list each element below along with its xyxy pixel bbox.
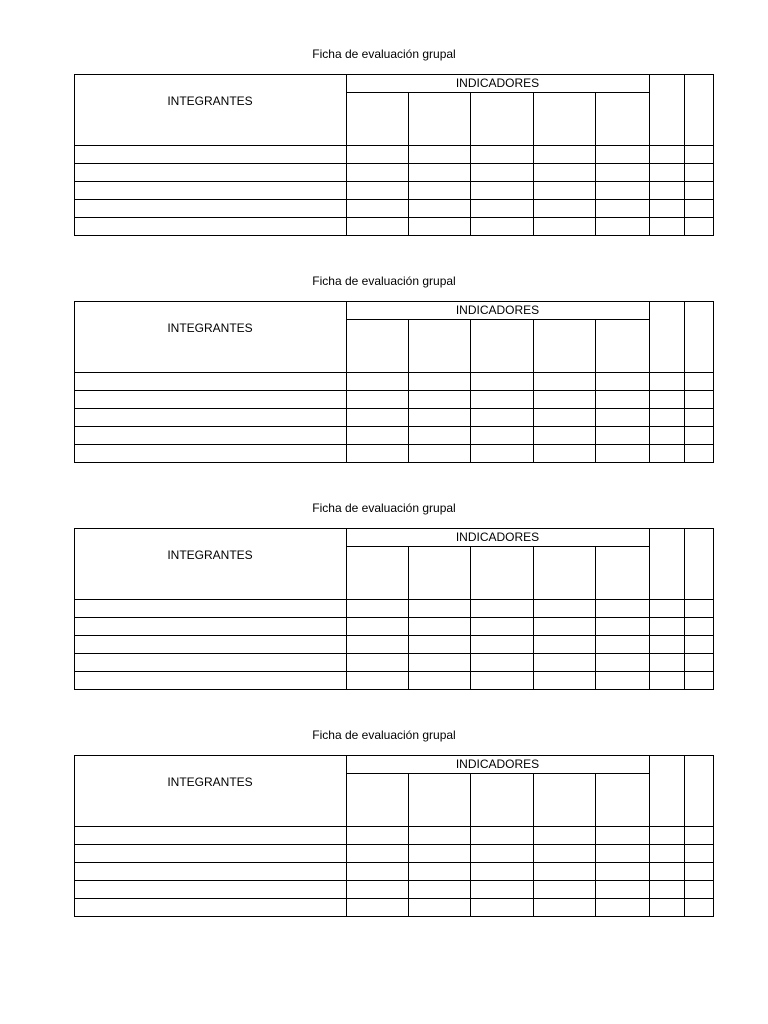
members-header: INTEGRANTES (167, 321, 253, 335)
column-divider (684, 528, 685, 689)
row-divider (74, 898, 713, 899)
evaluation-form (0, 501, 768, 701)
evaluation-form (0, 274, 768, 474)
indicators-header-divider (346, 92, 649, 93)
form-title: Ficha de evaluación grupal (312, 728, 456, 742)
row-divider (74, 163, 713, 164)
table-border-bottom (74, 462, 714, 463)
row-divider (74, 145, 713, 146)
column-divider (346, 74, 347, 235)
form-title: Ficha de evaluación grupal (312, 274, 456, 288)
form-title: Ficha de evaluación grupal (312, 501, 456, 515)
row-divider (74, 444, 713, 445)
table-border-top (74, 301, 714, 302)
column-divider (595, 92, 596, 235)
table-border-right (713, 74, 714, 236)
indicators-header: INDICADORES (455, 76, 540, 90)
row-divider (74, 181, 713, 182)
column-divider (533, 319, 534, 462)
table-border-top (74, 528, 714, 529)
row-divider (74, 671, 713, 672)
row-divider (74, 217, 713, 218)
column-divider (595, 546, 596, 689)
table-border-bottom (74, 689, 714, 690)
column-divider (649, 74, 650, 235)
form-title: Ficha de evaluación grupal (312, 47, 456, 61)
row-divider (74, 426, 713, 427)
indicators-header-divider (346, 319, 649, 320)
row-divider (74, 826, 713, 827)
column-divider (684, 755, 685, 916)
column-divider (684, 301, 685, 462)
indicators-header: INDICADORES (455, 757, 540, 771)
column-divider (470, 773, 471, 916)
members-header: INTEGRANTES (167, 94, 253, 108)
column-divider (408, 319, 409, 462)
row-divider (74, 408, 713, 409)
table-border-top (74, 755, 714, 756)
indicators-header: INDICADORES (455, 530, 540, 544)
table-border-right (713, 755, 714, 917)
row-divider (74, 653, 713, 654)
column-divider (649, 301, 650, 462)
evaluation-table (74, 528, 713, 690)
column-divider (408, 92, 409, 235)
indicators-header-divider (346, 546, 649, 547)
evaluation-table (74, 755, 713, 917)
column-divider (408, 546, 409, 689)
column-divider (470, 92, 471, 235)
table-border-right (713, 301, 714, 463)
evaluation-form (0, 47, 768, 247)
table-border-top (74, 74, 714, 75)
row-divider (74, 617, 713, 618)
column-divider (470, 319, 471, 462)
column-divider (346, 755, 347, 916)
column-divider (684, 74, 685, 235)
row-divider (74, 372, 713, 373)
table-border-right (713, 528, 714, 690)
column-divider (408, 773, 409, 916)
column-divider (533, 773, 534, 916)
row-divider (74, 844, 713, 845)
row-divider (74, 635, 713, 636)
column-divider (649, 528, 650, 689)
column-divider (533, 546, 534, 689)
evaluation-table (74, 74, 713, 236)
column-divider (346, 301, 347, 462)
row-divider (74, 862, 713, 863)
column-divider (533, 92, 534, 235)
evaluation-form (0, 728, 768, 928)
column-divider (346, 528, 347, 689)
column-divider (649, 755, 650, 916)
row-divider (74, 599, 713, 600)
indicators-header: INDICADORES (455, 303, 540, 317)
column-divider (595, 773, 596, 916)
table-border-bottom (74, 235, 714, 236)
column-divider (470, 546, 471, 689)
indicators-header-divider (346, 773, 649, 774)
members-header: INTEGRANTES (167, 548, 253, 562)
table-border-bottom (74, 916, 714, 917)
members-header: INTEGRANTES (167, 775, 253, 789)
row-divider (74, 390, 713, 391)
column-divider (595, 319, 596, 462)
row-divider (74, 199, 713, 200)
row-divider (74, 880, 713, 881)
evaluation-table (74, 301, 713, 463)
